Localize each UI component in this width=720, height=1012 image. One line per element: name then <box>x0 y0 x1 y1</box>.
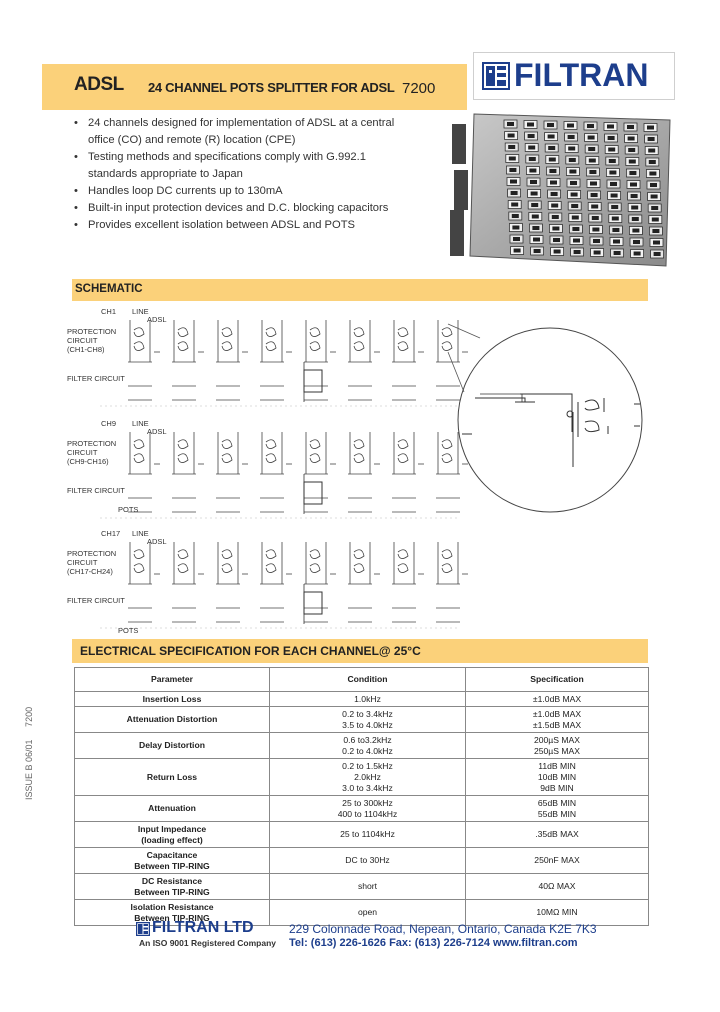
param-line: Insertion Loss <box>142 693 202 704</box>
spec-line: 9dB MIN <box>540 782 574 793</box>
cell-spec <box>466 733 649 759</box>
protection-label: PROTECTION <box>67 549 117 558</box>
part-number: 7200 <box>402 80 436 97</box>
spec-line: 40Ω MAX <box>538 881 576 891</box>
product-name: ADSL <box>74 74 124 95</box>
adsl-label: ADSL <box>147 315 167 324</box>
product-photo <box>444 112 672 274</box>
spec-line: 250µS MAX <box>533 745 581 756</box>
cond-line: 25 to 1104kHz <box>340 829 395 839</box>
cond-line: 2.0kHz <box>354 771 381 782</box>
feature-item: • Built-in input protection devices and D.C. blocking capacitors <box>74 200 414 217</box>
table-row <box>75 848 649 874</box>
param-line: Attenuation <box>148 803 196 813</box>
cond-line: 3.5 to 4.0kHz <box>342 719 393 730</box>
cell-spec <box>466 796 649 822</box>
param-line: DC Resistance <box>141 875 203 886</box>
cond-line: 0.2 to 1.5kHz <box>342 760 393 771</box>
param-line: (loading effect) <box>141 834 203 845</box>
protection-label: CIRCUIT <box>67 448 98 457</box>
filter-label: FILTER CIRCUIT <box>67 596 125 605</box>
feature-item: • Testing methods and specifications comply with G.992.1 standards appropriate to Japan <box>74 149 414 183</box>
param-line: Input Impedance <box>137 823 207 834</box>
footer-contact: Tel: (613) 226-1626 Fax: (613) 226-7124 www.filtran.com <box>289 937 578 949</box>
protection-label: (CH1-CH8) <box>67 345 105 354</box>
param-line: Between TIP-RING <box>134 886 210 897</box>
cond-line: 0.2 to 3.4kHz <box>342 708 393 719</box>
spec-line: .35dB MAX <box>535 829 579 839</box>
cell-param <box>75 874 270 900</box>
cell-param <box>75 759 270 796</box>
channel-label: CH9 <box>101 419 117 428</box>
feature-list <box>74 115 414 234</box>
header-specification: Specification <box>466 668 649 692</box>
adsl-label: ADSL <box>147 427 167 436</box>
table-row <box>75 733 649 759</box>
param-line: Between TIP-RING <box>134 860 210 871</box>
param-line: Return Loss <box>146 771 198 782</box>
footer-company: FILTRAN LTD <box>152 919 254 936</box>
side-number: 7200 <box>24 706 34 727</box>
table-row <box>75 692 649 707</box>
protection-label: CIRCUIT <box>67 558 98 567</box>
protection-label: PROTECTION <box>67 327 117 336</box>
footer-address: 229 Colonnade Road, Nepean, Ontario, Canada K2E 7K3 <box>289 922 597 936</box>
cell-spec <box>466 707 649 733</box>
table-row <box>75 759 649 796</box>
spec-line: 250nF MAX <box>534 855 580 865</box>
spec-line: 65dB MIN <box>537 797 577 808</box>
cell-param <box>75 733 270 759</box>
line-label: LINE <box>132 419 149 428</box>
header-parameter: Parameter <box>75 668 270 692</box>
cell-spec <box>466 692 649 707</box>
cell-spec <box>466 848 649 874</box>
cell-spec <box>466 822 649 848</box>
protection-label: PROTECTION <box>67 439 117 448</box>
filter-label: FILTER CIRCUIT <box>67 374 125 383</box>
cell-param <box>75 848 270 874</box>
line-label: LINE <box>132 307 149 316</box>
cond-line: DC to 30Hz <box>345 855 390 865</box>
cond-line: short <box>357 881 378 891</box>
param-line: Delay Distortion <box>139 740 205 750</box>
filtran-logo-mark-icon <box>482 62 510 90</box>
spec-line: ±1.5dB MAX <box>532 719 582 730</box>
param-line: Between TIP-RING <box>134 912 210 923</box>
spec-line: 200µS MAX <box>533 734 581 745</box>
cell-spec <box>466 759 649 796</box>
param-line: Attenuation Distortion <box>126 714 218 724</box>
cond-line: 25 to 300kHz <box>342 797 393 808</box>
spec-line: 10dB MIN <box>537 771 577 782</box>
footer-iso: An ISO 9001 Registered Company <box>139 938 276 948</box>
table-row <box>75 707 649 733</box>
table-row <box>75 874 649 900</box>
pots-label: POTS <box>118 505 139 514</box>
cell-cond <box>270 707 466 733</box>
line-label: LINE <box>132 529 149 538</box>
table-header-row <box>75 668 649 692</box>
cond-line: 400 to 1104kHz <box>337 808 398 819</box>
spec-line: 55dB MIN <box>537 808 577 819</box>
param-line: Isolation Resistance <box>130 901 214 912</box>
spec-line: ±1.0dB MAX <box>532 708 582 719</box>
cell-param <box>75 796 270 822</box>
cell-cond <box>270 796 466 822</box>
cell-param <box>75 707 270 733</box>
spec-line: 11dB MIN <box>538 760 576 771</box>
cell-param <box>75 692 270 707</box>
logo-text: FILTRAN <box>514 57 649 93</box>
cell-cond <box>270 759 466 796</box>
protection-label: CIRCUIT <box>67 336 98 345</box>
cell-cond <box>270 822 466 848</box>
cell-param <box>75 822 270 848</box>
filter-label: FILTER CIRCUIT <box>67 486 125 495</box>
pots-label: POTS <box>118 626 139 635</box>
feature-item: • Provides excellent isolation between ADSL and POTS <box>74 217 414 234</box>
table-row <box>75 796 649 822</box>
cond-line: 1.0kHz <box>354 693 381 704</box>
cell-spec <box>466 874 649 900</box>
param-line: Capacitance <box>146 849 198 860</box>
issue-label: ISSUE B 06/01 <box>24 739 34 800</box>
schematic-diagram <box>60 302 660 638</box>
filtran-footer-logo-icon <box>136 922 150 936</box>
spec-table <box>74 667 649 926</box>
magnified-detail <box>448 324 642 512</box>
schematic-title: SCHEMATIC <box>72 279 648 301</box>
cell-cond <box>270 848 466 874</box>
channel-label: CH1 <box>101 307 117 316</box>
protection-label: (CH17-CH24) <box>67 567 113 576</box>
page-title: 24 CHANNEL POTS SPLITTER FOR ADSL <box>148 80 395 95</box>
feature-item: • 24 channels designed for implementation of ADSL at a central office (CO) and remote (R) location (CPE) <box>74 115 414 149</box>
spec-line: 10MΩ MIN <box>536 907 578 917</box>
cell-cond <box>270 692 466 707</box>
feature-item: • Handles loop DC currents up to 130mA <box>74 183 414 200</box>
cond-line: 0.2 to 4.0kHz <box>342 745 393 756</box>
cond-line: 0.6 to3.2kHz <box>343 734 392 745</box>
header-condition: Condition <box>270 668 466 692</box>
spec-line: ±1.0dB MAX <box>532 693 582 704</box>
cell-cond <box>270 874 466 900</box>
adsl-label: ADSL <box>147 537 167 546</box>
cond-line: 3.0 to 3.4kHz <box>342 782 393 793</box>
spec-title: ELECTRICAL SPECIFICATION FOR EACH CHANNEL@ 25°C <box>72 639 648 663</box>
channel-label: CH17 <box>101 529 121 538</box>
cell-cond <box>270 733 466 759</box>
protection-label: (CH9-CH16) <box>67 457 109 466</box>
table-row <box>75 822 649 848</box>
cond-line: open <box>357 907 378 917</box>
